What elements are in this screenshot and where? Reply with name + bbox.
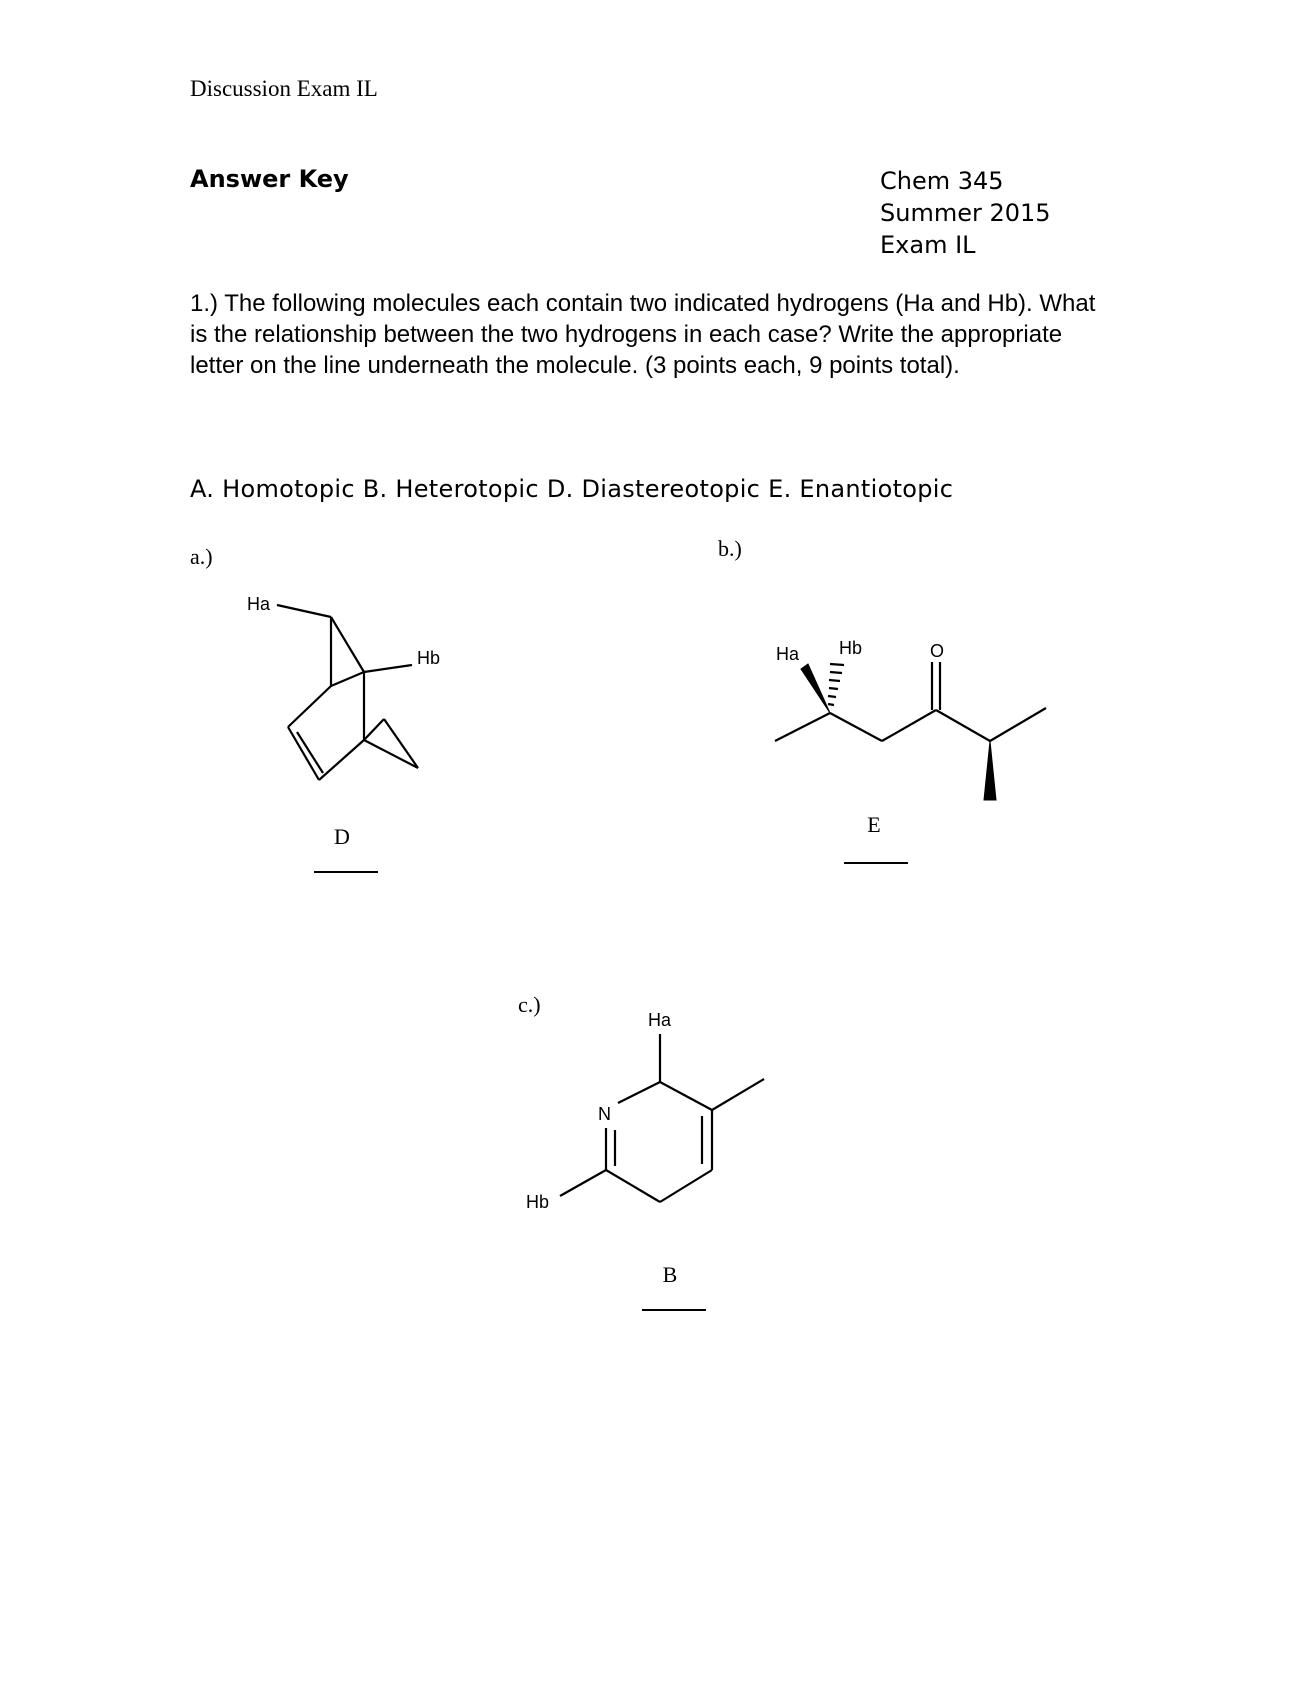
part-a-label: a.) [190, 544, 213, 569]
atom-label-ha-c: Ha [648, 1010, 672, 1030]
atom-label-o-b: O [930, 641, 945, 661]
atom-label-ha-a: Ha [247, 594, 271, 614]
atom-label-n-c: N [598, 1104, 611, 1124]
answer-line-a [314, 871, 378, 873]
exam-name: Exam IL [880, 231, 976, 259]
answer-a: D [334, 824, 350, 849]
atom-label-hb-a: Hb [417, 648, 441, 668]
answer-b: E [867, 812, 881, 837]
molecule-c-pyridine [526, 1010, 764, 1212]
course-term: Summer 2015 [880, 199, 1051, 227]
atom-label-hb-b: Hb [839, 638, 863, 658]
answer-line-b [844, 862, 908, 864]
atom-label-hb-c: Hb [526, 1192, 550, 1212]
course-name: Chem 345 [880, 167, 1004, 195]
molecule-b-ketone [775, 638, 1046, 800]
answer-line-c [642, 1309, 706, 1311]
page-header: Discussion Exam IL [190, 76, 378, 101]
wedge-bond-methyl [984, 741, 996, 800]
wedge-bond-ha [801, 664, 830, 713]
answer-c: B [662, 1262, 678, 1287]
answer-key-title: Answer Key [190, 165, 349, 193]
part-c-label: c.) [518, 992, 541, 1017]
hash-bond-hb [828, 664, 844, 705]
atom-label-ha-b: Ha [776, 644, 800, 664]
molecule-a-norbornene [247, 594, 440, 780]
question-text: 1.) The following molecules each contain two indicated hydrogens (Ha and Hb). What is the relationship between the two hydrogens in each case? Write the appropriate letter on the line underneath the molecule. (3 points each, 9 points total). [190, 290, 1096, 379]
part-b-label: b.) [718, 536, 742, 561]
answer-choices: A. Homotopic B. Heterotopic D. Diastereotopic E. Enantiotopic [190, 475, 954, 503]
